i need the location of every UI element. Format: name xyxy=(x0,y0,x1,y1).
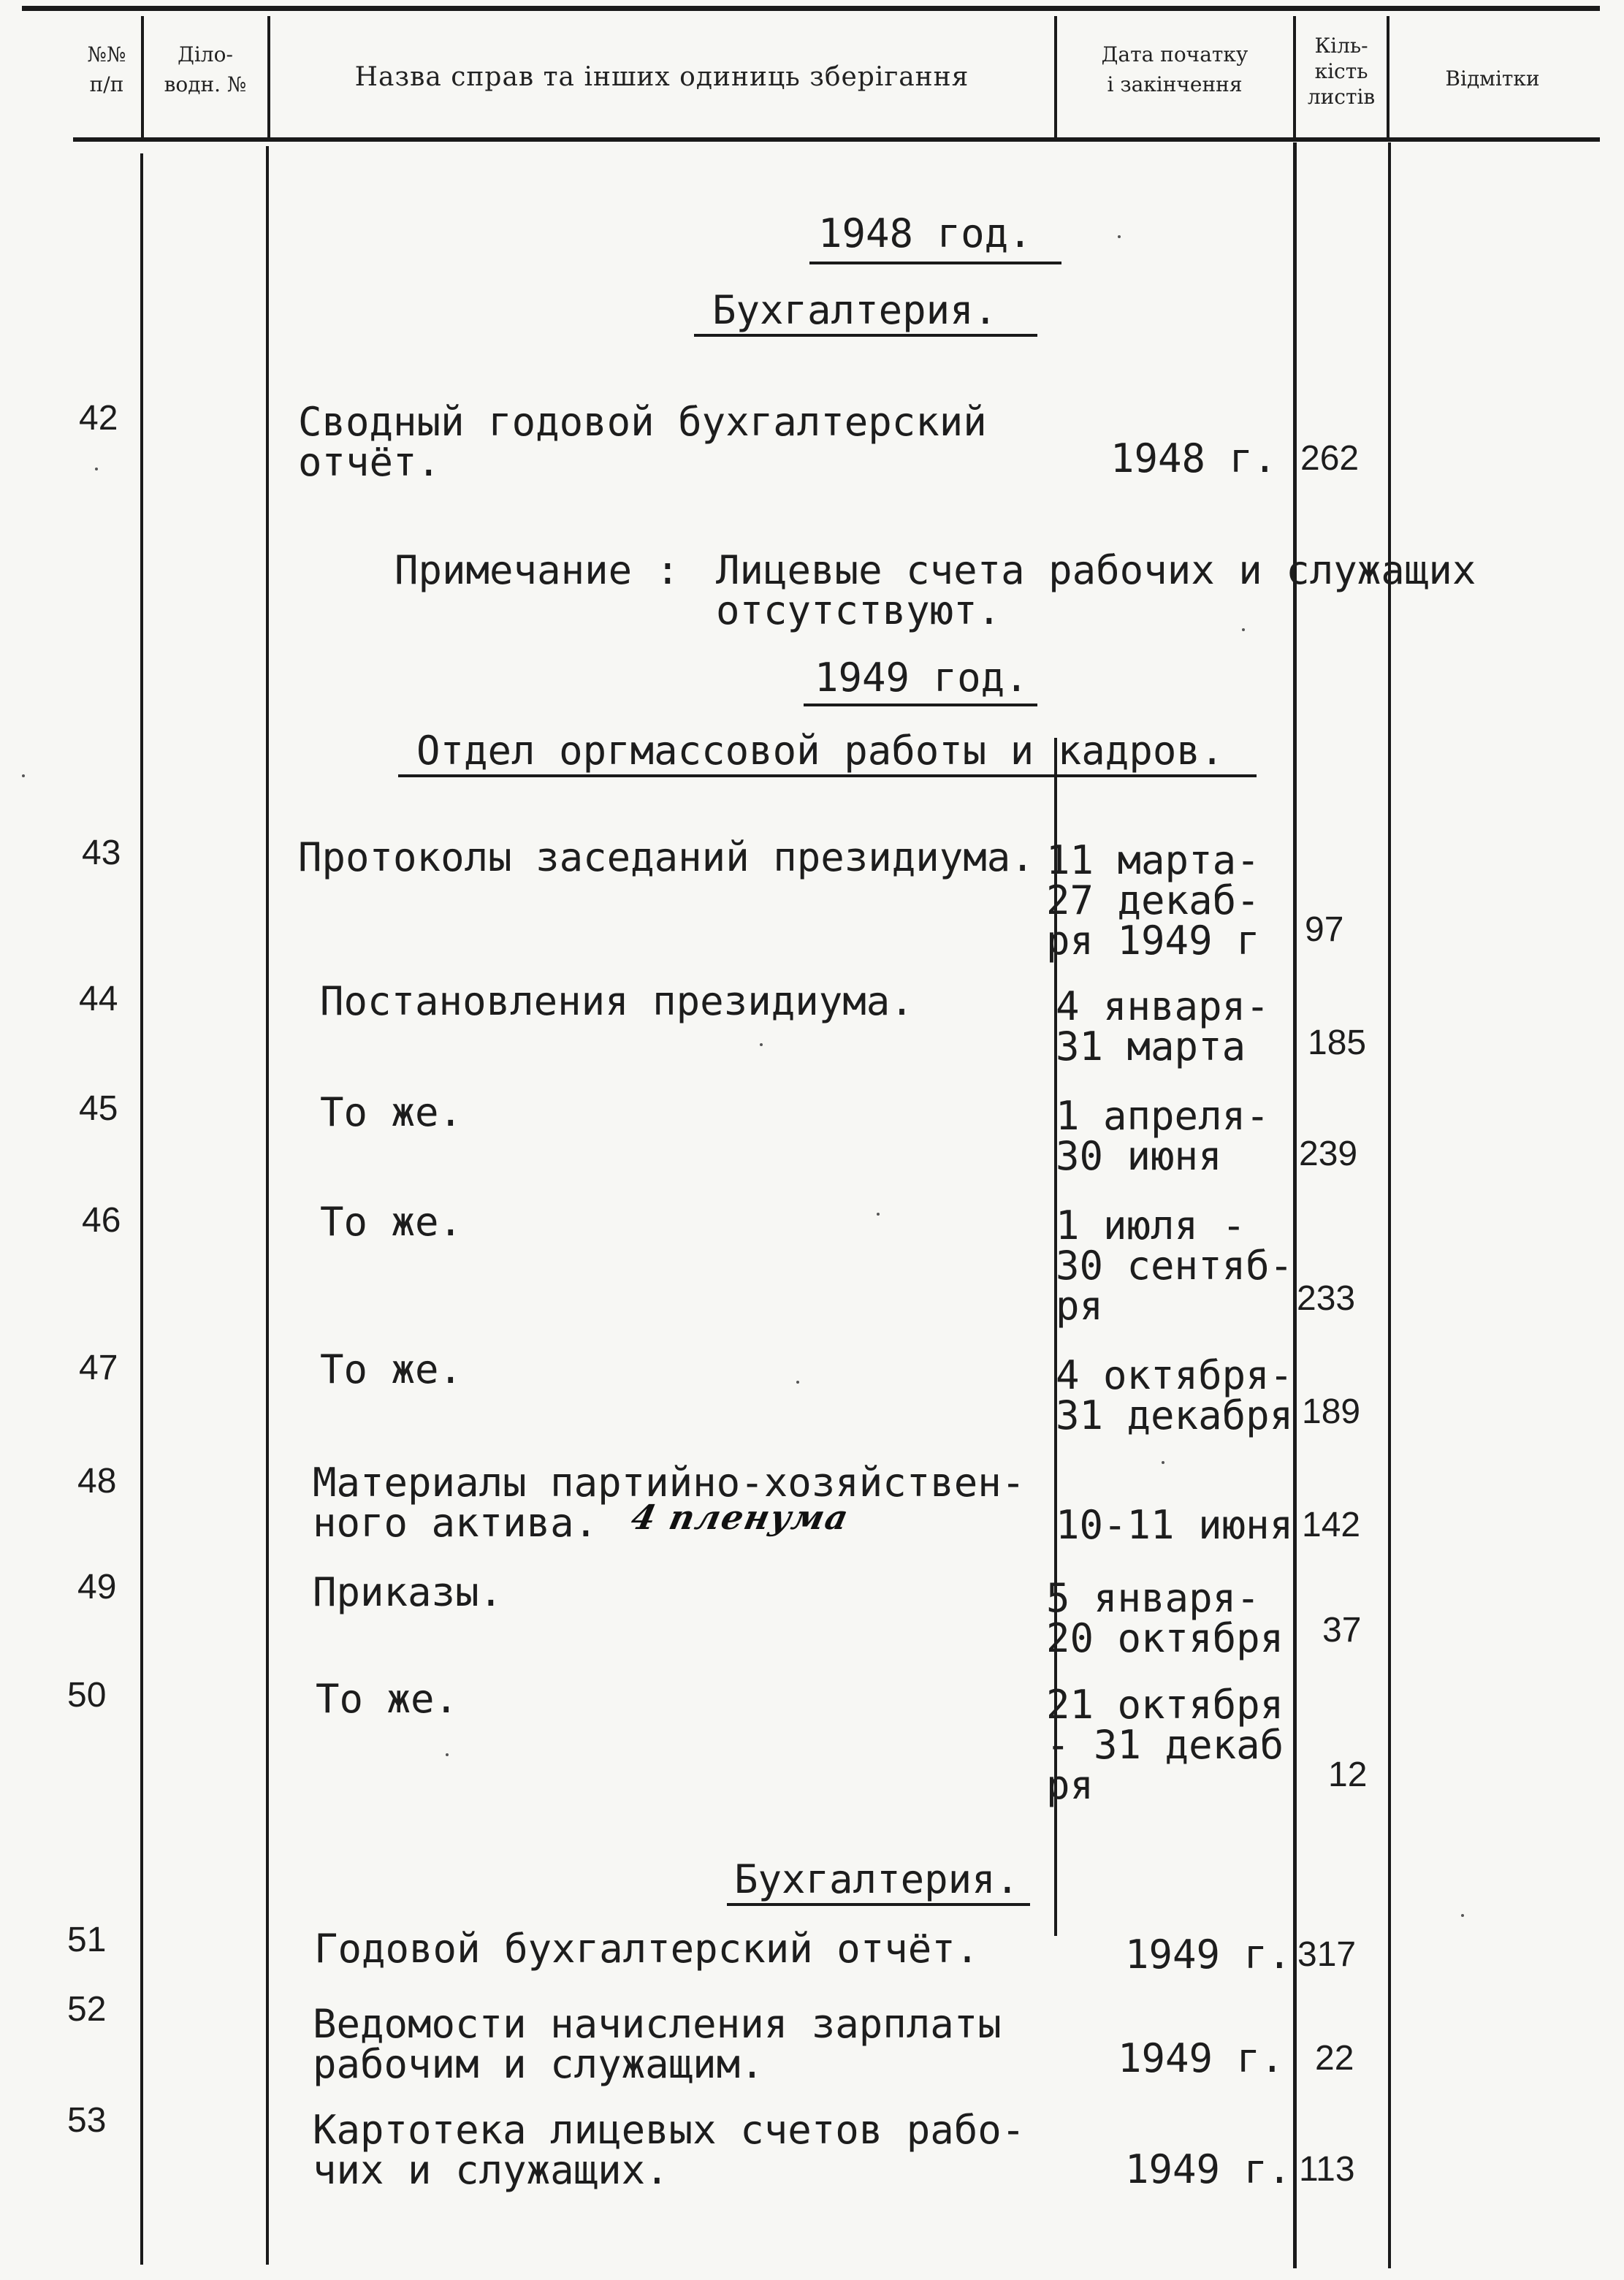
row-sheets: 37 xyxy=(1322,1611,1362,1650)
row-dates-line: 4 января- xyxy=(1056,983,1270,1029)
speck xyxy=(1118,235,1121,238)
note-label: Примечание : xyxy=(394,547,680,593)
note-text-line1: Лицевые счета рабочих и служащих xyxy=(716,547,1476,593)
header-sep-1 xyxy=(141,16,144,140)
header-col-sheets-line1: Кіль- xyxy=(1314,34,1368,58)
row-number: 42 xyxy=(79,399,118,438)
row-title: То же. xyxy=(320,1089,463,1135)
row-title-line: рабочим и служащим. xyxy=(313,2041,764,2088)
row-dates-line: ря xyxy=(1046,1762,1094,1809)
section-heading-org-dept: Отдел оргмассовой работы и кадров. xyxy=(416,728,1224,774)
row-number: 46 xyxy=(82,1201,121,1240)
row-title-line: Материалы партийно-хозяйствен- xyxy=(313,1460,1026,1506)
header-col-dates-line1: Дата початку xyxy=(1101,42,1249,66)
row-title: То же. xyxy=(320,1199,463,1245)
header-sep-2 xyxy=(267,16,270,140)
header-sep-5 xyxy=(1387,16,1389,140)
speck xyxy=(95,468,98,470)
row-dates-line: 4 октября- xyxy=(1056,1352,1294,1398)
row-dates-line: 30 июня xyxy=(1056,1133,1222,1180)
speck xyxy=(1242,628,1245,631)
row-sheets: 185 xyxy=(1308,1023,1367,1062)
row-dates-line: 31 марта xyxy=(1056,1023,1246,1070)
body-line-office xyxy=(266,146,269,2265)
row-number: 51 xyxy=(67,1921,107,1959)
row-number: 43 xyxy=(82,834,121,872)
row-title xyxy=(313,2107,1026,2194)
header-col-num-line1: №№ xyxy=(87,42,126,66)
row-title: Протоколы заседаний президиума. xyxy=(298,834,1034,880)
section-heading-accounting-1948-underline xyxy=(694,334,1037,337)
row-sheets: 22 xyxy=(1315,2039,1354,2078)
row-title: То же. xyxy=(316,1676,459,1722)
header-col-title: Назва справ та інших одиниць зберігання xyxy=(354,62,969,92)
row-sheets: 317 xyxy=(1297,1935,1357,1974)
row-dates-line: 5 января- xyxy=(1046,1575,1260,1621)
row-title xyxy=(298,399,987,486)
row-dates xyxy=(1056,1352,1294,1439)
row-sheets: 12 xyxy=(1328,1755,1368,1794)
row-dates xyxy=(1056,1093,1270,1180)
header-sep-3 xyxy=(1054,16,1057,140)
row-title: То же. xyxy=(320,1346,463,1392)
speck xyxy=(1162,1461,1164,1464)
year-heading-1949: 1949 год. xyxy=(815,655,1029,701)
row-sheets: 233 xyxy=(1297,1279,1356,1318)
header-col-sheets xyxy=(1297,33,1386,110)
row-dates xyxy=(1046,1682,1284,1809)
year-heading-1949-underline xyxy=(804,704,1037,706)
row-sheets: 189 xyxy=(1302,1392,1361,1431)
row-number: 47 xyxy=(79,1349,118,1387)
row-dates-line: 20 октября xyxy=(1046,1615,1284,1662)
row-dates xyxy=(1056,1202,1294,1330)
header-bottom-rule xyxy=(73,137,1600,142)
row-dates-line: - 31 декаб xyxy=(1046,1722,1284,1769)
speck xyxy=(22,774,25,777)
row-dates-line: 27 декаб- xyxy=(1046,877,1260,924)
section-heading-accounting-1949: Бухгалтерия. xyxy=(734,1856,1020,1902)
row-dates-line: 31 декабря xyxy=(1056,1392,1294,1439)
row-title: Годовой бухгалтерский отчёт. xyxy=(314,1926,980,1972)
row-sheets: 239 xyxy=(1299,1135,1358,1173)
row-number: 49 xyxy=(77,1568,117,1606)
header-col-notes: Відмітки xyxy=(1445,66,1540,91)
body-line-num xyxy=(140,153,143,2265)
speck xyxy=(796,1381,799,1384)
row-title: Приказы. xyxy=(313,1569,503,1615)
row-title-line: Сводный годовой бухгалтерский xyxy=(298,399,987,445)
row-dates xyxy=(1056,983,1270,1070)
row-sheets: 97 xyxy=(1305,910,1344,949)
row-number: 52 xyxy=(67,1990,107,2029)
speck xyxy=(877,1213,880,1216)
row-dates-line: ря xyxy=(1056,1283,1104,1330)
row-dates: 1949 г. xyxy=(1125,1932,1292,1978)
row-number: 48 xyxy=(77,1462,117,1501)
note-text-line2: отсутствуют. xyxy=(716,587,1002,633)
header-col-sheets-line3: листів xyxy=(1307,85,1376,109)
header-col-dates xyxy=(1058,40,1292,99)
row-title-line: Ведомости начисления зарплаты xyxy=(313,2001,1002,2047)
body-line-sheets xyxy=(1293,142,1297,2268)
row-dates xyxy=(1046,837,1260,964)
row-number: 50 xyxy=(67,1676,107,1715)
year-heading-1948-underline xyxy=(809,262,1061,264)
speck xyxy=(760,1043,763,1046)
year-heading-1948: 1948 год. xyxy=(818,210,1032,256)
header-col-num-line2: п/п xyxy=(89,72,124,96)
row-dates-line: 30 сентяб- xyxy=(1056,1243,1294,1289)
header-sep-4 xyxy=(1293,16,1296,140)
row-dates: 1949 г. xyxy=(1125,2146,1292,2192)
header-col-office-line1: Діло- xyxy=(178,42,233,66)
row-dates: 10-11 июня xyxy=(1056,1502,1294,1548)
row-sheets: 142 xyxy=(1302,1506,1361,1544)
row-dates: 1949 г. xyxy=(1118,2035,1284,2081)
row-dates xyxy=(1046,1575,1284,1662)
header-col-sheets-line2: кість xyxy=(1314,59,1368,83)
handwritten-annotation: 4 пленума xyxy=(628,1498,853,1537)
speck xyxy=(1461,1914,1464,1917)
row-dates-line: 1 апреля- xyxy=(1056,1093,1270,1139)
row-number: 45 xyxy=(79,1089,118,1128)
header-col-office-line2: водн. № xyxy=(164,72,247,96)
row-title-line: чих и служащих. xyxy=(313,2147,669,2194)
row-dates-line: 1 июля - xyxy=(1056,1202,1246,1248)
header-top-rule xyxy=(22,6,1600,11)
row-number: 44 xyxy=(79,980,118,1018)
row-dates-line: ря 1949 г xyxy=(1046,918,1260,964)
row-dates-line: 21 октября xyxy=(1046,1682,1284,1728)
row-title xyxy=(313,2001,1002,2088)
row-sheets: 113 xyxy=(1299,2150,1355,2189)
body-line-notes xyxy=(1388,142,1391,2268)
section-heading-accounting-1948: Бухгалтерия. xyxy=(712,287,998,333)
section-heading-org-dept-underline xyxy=(398,774,1257,777)
row-title-line: Картотека лицевых счетов рабо- xyxy=(313,2107,1026,2153)
row-dates: 1948 г. xyxy=(1110,435,1277,481)
section-heading-accounting-1949-underline xyxy=(727,1903,1030,1906)
row-title-line: отчёт. xyxy=(298,439,441,486)
header-col-num xyxy=(73,40,140,99)
row-sheets: 262 xyxy=(1300,439,1360,478)
row-title-line: ного актива. xyxy=(313,1500,598,1547)
row-title: Постановления президиума. xyxy=(320,978,914,1024)
speck xyxy=(446,1753,449,1756)
header-col-office xyxy=(145,40,266,99)
header-col-dates-line2: і закінчення xyxy=(1107,72,1243,96)
row-dates-line: 11 марта- xyxy=(1046,837,1260,883)
row-number: 53 xyxy=(67,2101,107,2140)
